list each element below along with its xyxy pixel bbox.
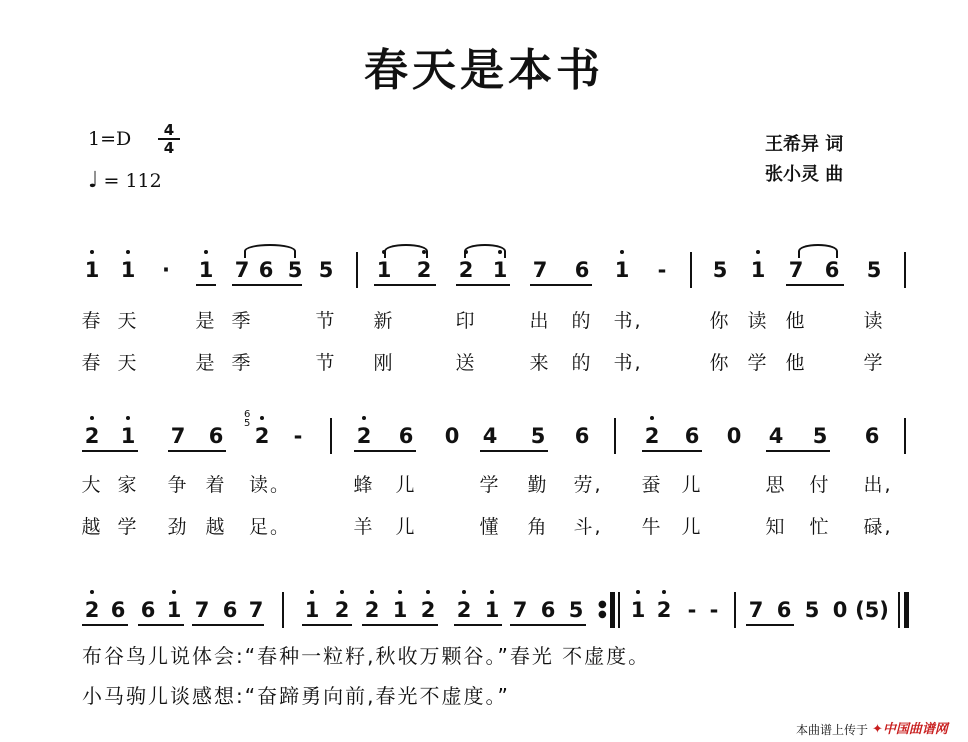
octave-dot [340, 590, 344, 594]
underline [530, 284, 592, 286]
notation-system-3 [0, 588, 968, 628]
note: 4 [768, 424, 784, 448]
lyric-syllable: 你 [709, 310, 731, 332]
note: 7 [788, 258, 804, 282]
lyric-syllable: 天 [117, 310, 139, 332]
lyric-syllable: 他 [785, 352, 807, 374]
octave-dot [756, 250, 760, 254]
note: 7 [194, 598, 210, 622]
note: 6 [864, 424, 880, 448]
lyric-syllable: 天 [117, 352, 139, 374]
lyric-syllable: 足。 [248, 516, 292, 538]
octave-dot [90, 590, 94, 594]
lyric-syllable: 儿 [681, 474, 703, 496]
note: 5 [530, 424, 546, 448]
octave-dot [370, 590, 374, 594]
lyric-syllable: 思 [765, 474, 787, 496]
lyric-syllable: 家 [117, 474, 139, 496]
note: 1 [120, 424, 136, 448]
underline [786, 284, 844, 286]
barline [904, 418, 906, 454]
lyric-syllable: 季 [231, 352, 253, 374]
octave-dot [310, 590, 314, 594]
note: - [687, 598, 697, 622]
note: 2 [420, 598, 436, 622]
lyric-syllable: 书, [613, 310, 643, 332]
note: 6 [222, 598, 238, 622]
note: 4 [482, 424, 498, 448]
note: 6 [140, 598, 156, 622]
note: 2 [656, 598, 672, 622]
slur [464, 244, 506, 258]
lyric-syllable: 印 [455, 310, 477, 332]
underline [354, 450, 416, 452]
slur [384, 244, 428, 258]
lyric-syllable: 儿 [395, 474, 417, 496]
octave-dot [126, 416, 130, 420]
lyric-syllable: 忙 [809, 516, 831, 538]
note: 1 [614, 258, 630, 282]
octave-dot [126, 250, 130, 254]
lyric-syllable: 新 [373, 310, 395, 332]
note: 2 [84, 424, 100, 448]
note: 6 [258, 258, 274, 282]
barline [690, 252, 692, 288]
repeat-barline [610, 592, 615, 628]
note: 5 [568, 598, 584, 622]
underline [196, 284, 216, 286]
barline [618, 592, 620, 628]
lyric-syllable: 劳, [573, 474, 603, 496]
lyric-syllable: 学 [117, 516, 139, 538]
note: 7 [234, 258, 250, 282]
note: 6 [574, 424, 590, 448]
note: 1 [750, 258, 766, 282]
lyric-syllable: 儿 [395, 516, 417, 538]
lyric-syllable: 羊 [353, 516, 375, 538]
underline [362, 624, 438, 626]
underline [456, 284, 510, 286]
lyric-syllable: 出 [529, 310, 551, 332]
note: 0 [726, 424, 742, 448]
logo-icon: ✦ [872, 722, 883, 737]
note: 2 [254, 424, 270, 448]
note: 6 [776, 598, 792, 622]
lyric-syllable: 他 [785, 310, 807, 332]
octave-dot [662, 590, 666, 594]
underline [766, 450, 830, 452]
note: 7 [170, 424, 186, 448]
lyric-syllable: 学 [863, 352, 885, 374]
lyric-syllable: 勤 [527, 474, 549, 496]
underline [510, 624, 586, 626]
note: 1 [120, 258, 136, 282]
note: 1 [376, 258, 392, 282]
lyric-syllable: 越 [81, 516, 103, 538]
lyric-syllable: 是 [195, 352, 217, 374]
note: 2 [334, 598, 350, 622]
note: 1 [166, 598, 182, 622]
note: 0 [832, 598, 848, 622]
barline [904, 252, 906, 288]
lyrics-verse2-line2 [0, 512, 968, 538]
lyric-syllable: 角 [527, 516, 549, 538]
lyric-syllable: 书, [613, 352, 643, 374]
repeat-dots: ● ● [598, 599, 607, 620]
lyric-syllable: 季 [231, 310, 253, 332]
lyric-syllable: 蚕 [641, 474, 663, 496]
note: - [293, 424, 303, 448]
lyric-syllable: 读。 [248, 474, 292, 496]
note: (5) [855, 598, 889, 622]
note: 2 [84, 598, 100, 622]
note: 1 [84, 258, 100, 282]
octave-dot [172, 590, 176, 594]
note: 6 [540, 598, 556, 622]
barline [734, 592, 736, 628]
note: 5 [866, 258, 882, 282]
lyric-syllable: 付 [809, 474, 831, 496]
note: 5 [287, 258, 303, 282]
lyrics-verse2-line3: 小马驹儿谈感想:“奋蹄勇向前,春光不虚度。” [82, 684, 510, 708]
note: 1 [630, 598, 646, 622]
time-signature [158, 122, 180, 156]
octave-dot [90, 416, 94, 420]
lyric-syllable: 春 [81, 352, 103, 374]
underline [192, 624, 264, 626]
barline [356, 252, 358, 288]
lyric-syllable: 争 [167, 474, 189, 496]
lyrics-verse1-line1 [0, 306, 968, 332]
lyric-syllable: 懂 [479, 516, 501, 538]
lyric-syllable: 碌, [863, 516, 893, 538]
lyric-syllable: 刚 [373, 352, 395, 374]
lyrics-verse1-line2 [0, 470, 968, 496]
underline [82, 450, 138, 452]
underline [302, 624, 352, 626]
lyrics-verse1-line3: 布谷鸟儿说体会:“春种一粒籽,秋收万颗谷。”春光 不虚度。 [82, 644, 651, 668]
underline [138, 624, 184, 626]
note: 6 [110, 598, 126, 622]
octave-dot [90, 250, 94, 254]
lyric-syllable: 送 [455, 352, 477, 374]
note: 6 [208, 424, 224, 448]
underline [642, 450, 702, 452]
underline [480, 450, 548, 452]
lyric-syllable: 出, [863, 474, 893, 496]
lyric-syllable: 的 [571, 352, 593, 374]
lyric-syllable: 来 [529, 352, 551, 374]
underline [82, 624, 128, 626]
note: 6 [684, 424, 700, 448]
octave-dot [462, 590, 466, 594]
octave-dot [362, 416, 366, 420]
tempo-marking [88, 168, 162, 193]
lyric-syllable: 着 [205, 474, 227, 496]
lyric-syllable: 蜂 [353, 474, 375, 496]
lyric-syllable: 学 [747, 352, 769, 374]
site-name: 中国曲谱网 [882, 722, 948, 737]
octave-dot [204, 250, 208, 254]
lyric-syllable: 学 [479, 474, 501, 496]
underline [454, 624, 502, 626]
note: 2 [416, 258, 432, 282]
lyric-syllable: 节 [315, 310, 337, 332]
note: - [709, 598, 719, 622]
octave-dot [650, 416, 654, 420]
note: 2 [456, 598, 472, 622]
lyric-syllable: 春 [81, 310, 103, 332]
note: · [162, 258, 170, 282]
note: 6 [574, 258, 590, 282]
slur [798, 244, 838, 258]
note: 1 [304, 598, 320, 622]
note: 1 [484, 598, 500, 622]
notation-system-2 [0, 409, 968, 454]
octave-dot [490, 590, 494, 594]
note: 5 [712, 258, 728, 282]
underline [746, 624, 794, 626]
octave-dot [426, 590, 430, 594]
quarter-note-icon: ♩ [88, 168, 99, 193]
note: 6 [824, 258, 840, 282]
barline [898, 592, 900, 628]
composer-credit: 张小灵 曲 [765, 164, 844, 185]
key-signature: 1=D [88, 128, 132, 150]
lyric-syllable: 牛 [641, 516, 663, 538]
note: 1 [198, 258, 214, 282]
note: 7 [532, 258, 548, 282]
note: 2 [458, 258, 474, 282]
underline [374, 284, 436, 286]
lyric-syllable: 的 [571, 310, 593, 332]
note: 2 [364, 598, 380, 622]
slur [244, 244, 296, 258]
octave-dot [260, 416, 264, 420]
lyric-syllable: 是 [195, 310, 217, 332]
barline [614, 418, 616, 454]
lyric-syllable: 劲 [167, 516, 189, 538]
note: 5 [804, 598, 820, 622]
note: 5 [318, 258, 334, 282]
lyric-syllable: 读 [747, 310, 769, 332]
note: 7 [248, 598, 264, 622]
note: 7 [748, 598, 764, 622]
octave-dot [398, 590, 402, 594]
octave-dot [636, 590, 640, 594]
site-logo [872, 718, 948, 737]
underline [168, 450, 226, 452]
upload-note: 本曲谱上传于 [796, 723, 869, 737]
note: 2 [356, 424, 372, 448]
underline [232, 284, 302, 286]
time-signature-top: 4 [163, 121, 175, 139]
octave-dot [620, 250, 624, 254]
note: 2 [644, 424, 660, 448]
note: 6 [398, 424, 414, 448]
note: 1 [492, 258, 508, 282]
note: - [657, 258, 667, 282]
note: 1 [392, 598, 408, 622]
note: 5 [812, 424, 828, 448]
lyric-syllable: 大 [81, 474, 103, 496]
lyric-syllable: 斗, [573, 516, 603, 538]
lyric-syllable: 读 [863, 310, 885, 332]
lyric-syllable: 你 [709, 352, 731, 374]
lyric-syllable: 儿 [681, 516, 703, 538]
barline [282, 592, 284, 628]
grace-notes: 6 5 [244, 409, 251, 429]
lyric-syllable: 知 [765, 516, 787, 538]
time-signature-bottom: 4 [158, 138, 180, 156]
notation-system-1 [0, 248, 968, 288]
note: 7 [512, 598, 528, 622]
final-barline [904, 592, 909, 628]
lyricist-credit: 王希异 词 [765, 134, 844, 155]
lyrics-verse2-line1 [0, 348, 968, 374]
lyric-syllable: 节 [315, 352, 337, 374]
song-title: 春天是本书 [364, 45, 604, 96]
note: 0 [444, 424, 460, 448]
tempo-value: = 112 [103, 170, 162, 192]
barline [330, 418, 332, 454]
lyric-syllable: 越 [205, 516, 227, 538]
